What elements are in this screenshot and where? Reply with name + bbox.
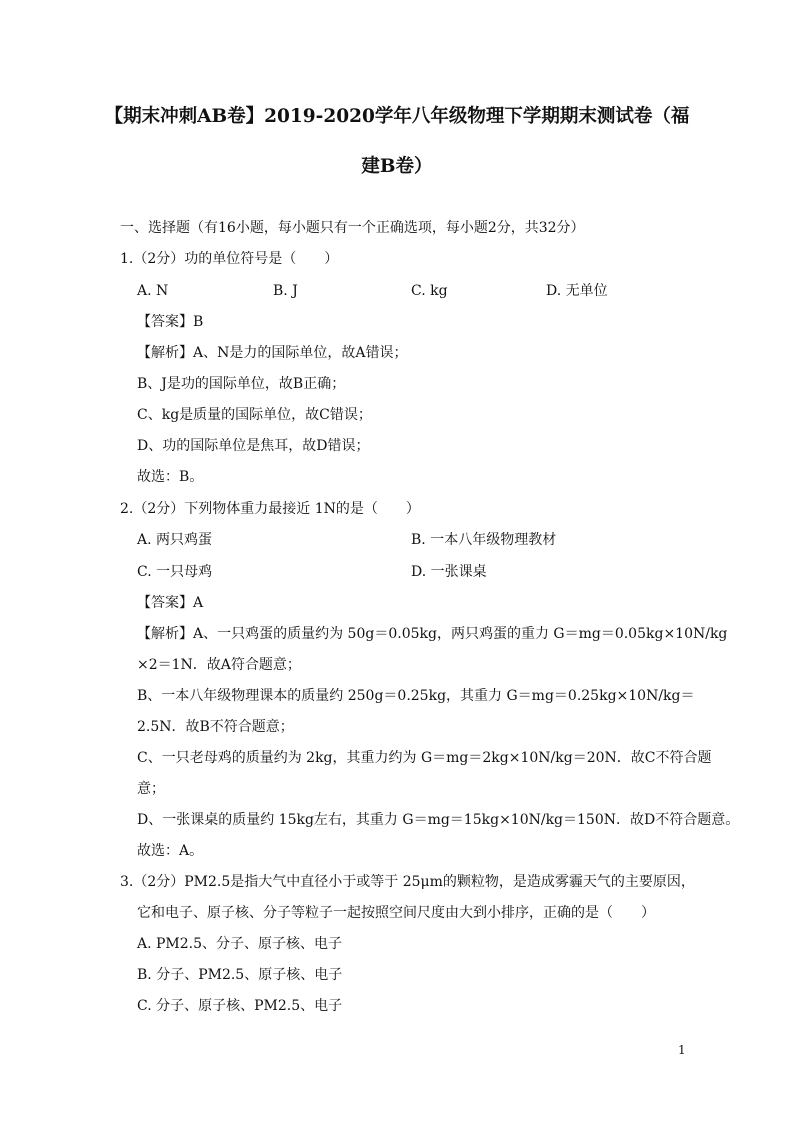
q1-analysis-line: 故选：B。 [137,469,204,485]
q1-analysis-line: B、J是功的国际单位，故B正确； [137,376,346,392]
q1-answer: 【答案】B [137,314,204,330]
q1-option-c: C. kg [411,283,448,299]
q3-option-b: B. 分子、PM2.5、原子核、电子 [137,967,343,983]
q1-option-d: D. 无单位 [546,283,608,299]
title-line-1: 【期末冲刺AB卷】2019-2020学年八年级物理下学期期末测试卷（福 [104,106,690,127]
q1-analysis-line: C、kg是质量的国际单位，故C错误； [137,407,372,423]
q2-stem: 2.（2分）下列物体重力最接近 1N的是（ ） [120,501,420,517]
q2-option-b: B. 一本八年级物理教材 [411,532,557,548]
q3-stem-line-2: 它和电子、原子核、分子等粒子一起按照空间尺度由大到小排序，正确的是（ ） [137,905,655,921]
q2-analysis-line: D、一张课桌的质量约 15kg左右，其重力 G＝mg＝15kg×10N/kg＝150N．故D不符合题意。 [137,812,740,828]
title-line-2: 建B卷） [361,156,433,177]
q3-stem-line-1: 3.（2分）PM2.5是指大气中直径小于或等于 25μm的颗粒物，是造成雾霾天气的主要原因， [120,874,695,890]
q2-analysis-line: B、一本八年级物理课本的质量约 250g＝0.25kg，其重力 G＝mg＝0.25kg×10N/kg＝ [137,688,695,704]
q2-analysis-line: 2.5N．故B不符合题意； [137,719,294,735]
q1-analysis-line: D、功的国际单位是焦耳，故D错误； [137,438,370,454]
q2-analysis-line: C、一只老母鸡的质量约为 2kg，其重力约为 G＝mg＝2kg×10N/kg＝20N．故C不符合题 [137,750,712,766]
q2-analysis-line: 故选：A。 [137,843,204,859]
q1-stem: 1.（2分）功的单位符号是（ ） [120,251,339,267]
q2-analysis-line: 【解析】A、一只鸡蛋的质量约为 50g＝0.05kg，两只鸡蛋的重力 G＝mg＝0.05kg×10N/kg [137,626,728,642]
section-heading: 一、选择题（有16小题，每小题只有一个正确选项，每小题2分，共32分） [120,220,585,236]
q3-option-a: A. PM2.5、分子、原子核、电子 [137,936,343,952]
q2-analysis-line: ×2＝1N．故A符合题意； [137,657,301,673]
q1-option-b: B. J [273,283,298,299]
q2-answer: 【答案】A [137,595,204,611]
document-title [100,92,694,192]
q3-option-c: C. 分子、原子核、PM2.5、电子 [137,998,343,1014]
q2-option-d: D. 一张课桌 [411,564,487,580]
page-number: 1 [678,1043,686,1057]
q1-analysis-line: 【解析】A、N是力的国际单位，故A错误； [137,345,408,361]
q2-analysis-line: 意； [137,781,165,797]
q2-option-a: A. 两只鸡蛋 [137,532,213,548]
q1-option-a: A. N [137,283,169,299]
q2-option-c: C. 一只母鸡 [137,564,213,580]
